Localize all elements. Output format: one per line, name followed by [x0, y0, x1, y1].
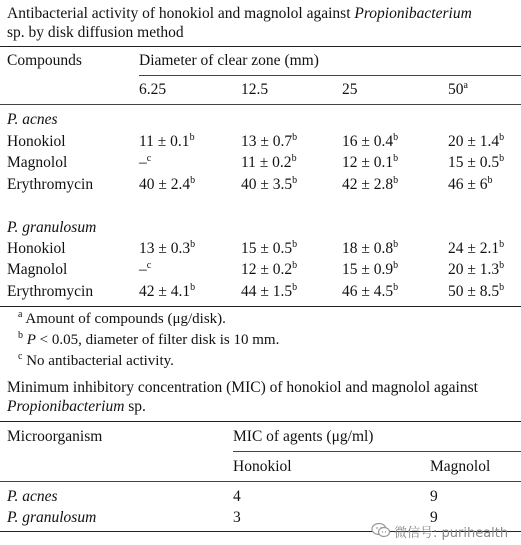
table-cell: 42 ± 4.1$^b$ [139, 282, 196, 300]
group-name: P. acnes [7, 111, 58, 128]
organism-name: P. granulosum [7, 509, 97, 526]
agent-header-magnolol: Magnolol [430, 458, 491, 475]
wechat-bubble-icon [371, 522, 391, 539]
conc-header-1: 6.25 [139, 81, 167, 98]
table-cell: 13 ± 0.3$^b$ [139, 239, 196, 257]
table2-caption: Minimum inhibitory concentration (MIC) of honokiol and magnolol against Propionibacterium sp. [7, 379, 478, 415]
table-cell: 50 ± 8.5$^b$ [448, 282, 505, 300]
mic-value: 9 [430, 488, 438, 505]
table1-bottom-rule [0, 306, 521, 307]
table-cell: 18 ± 0.8$^b$ [342, 239, 399, 257]
compound-name: Magnolol [7, 154, 68, 171]
table-cell: 46 ± 4.5$^b$ [342, 282, 399, 300]
footnote-a: $^a$ Amount of compounds (μg/disk). [18, 309, 226, 327]
table2-top-rule [0, 421, 521, 422]
conc-header-2: 12.5 [241, 81, 269, 98]
table-cell: 13 ± 0.7$^b$ [241, 132, 298, 150]
compound-name: Magnolol [7, 261, 68, 278]
table-cell: 16 ± 0.4$^b$ [342, 132, 399, 150]
table-cell: 20 ± 1.4$^b$ [448, 132, 505, 150]
table-cell: 40 ± 3.5$^b$ [241, 175, 298, 193]
table1-header-rule [0, 104, 521, 105]
table-cell: 40 ± 2.4$^b$ [139, 175, 196, 193]
table1-caption: Antibacterial activity of honokiol and magnolol against Propionibacterium sp. by disk diffusion method [7, 5, 472, 41]
table1-sub-rule [139, 75, 521, 76]
table-cell: 42 ± 2.8$^b$ [342, 175, 399, 193]
table-cell: 24 ± 2.1$^b$ [448, 239, 505, 257]
mic-value: 3 [233, 509, 241, 526]
organism-name: P. acnes [7, 488, 58, 505]
conc-header-4: 50$^a$ [448, 80, 468, 98]
watermark-text: 微信号: purihealth [394, 526, 509, 541]
mic-value: 9 [430, 509, 438, 526]
mic-header: MIC of agents (μg/ml) [233, 428, 374, 445]
table-cell: $46 \pm 6^b$ [448, 175, 493, 193]
table-cell: –$^c$ [139, 260, 152, 278]
table2-sub-rule [233, 451, 521, 452]
table-cell: 44 ± 1.5$^b$ [241, 282, 298, 300]
table-cell: 11 ± 0.2$^b$ [241, 153, 297, 171]
conc-header-3: 25 [342, 81, 358, 98]
diameter-header: Diameter of clear zone (mm) [139, 52, 319, 69]
footnote-b: $^b$ P < 0.05, diameter of filter disk is 10 mm. [18, 330, 280, 348]
table-cell: 15 ± 0.5$^b$ [448, 153, 505, 171]
table-cell: 15 ± 0.9$^b$ [342, 260, 399, 278]
mic-value: 4 [233, 488, 241, 505]
table-cell: 11 ± 0.1$^b$ [139, 132, 195, 150]
microorganism-header: Microorganism [7, 428, 103, 445]
table-cell: 15 ± 0.5$^b$ [241, 239, 298, 257]
table-cell: 20 ± 1.3$^b$ [448, 260, 505, 278]
table-cell: 12 ± 0.2$^b$ [241, 260, 298, 278]
group-name: P. granulosum [7, 219, 97, 236]
footnote-c: $^c$ No antibacterial activity. [18, 351, 174, 369]
table1-top-rule [0, 46, 521, 47]
table-cell: 12 ± 0.1$^b$ [342, 153, 399, 171]
compound-name: Erythromycin [7, 283, 94, 300]
table-cell: –$^c$ [139, 153, 152, 171]
compound-name: Honokiol [7, 240, 66, 257]
agent-header-honokiol: Honokiol [233, 458, 292, 475]
watermark [371, 520, 516, 542]
table2-header-rule [0, 481, 521, 482]
compounds-header: Compounds [7, 52, 82, 69]
compound-name: Honokiol [7, 133, 66, 150]
compound-name: Erythromycin [7, 176, 94, 193]
